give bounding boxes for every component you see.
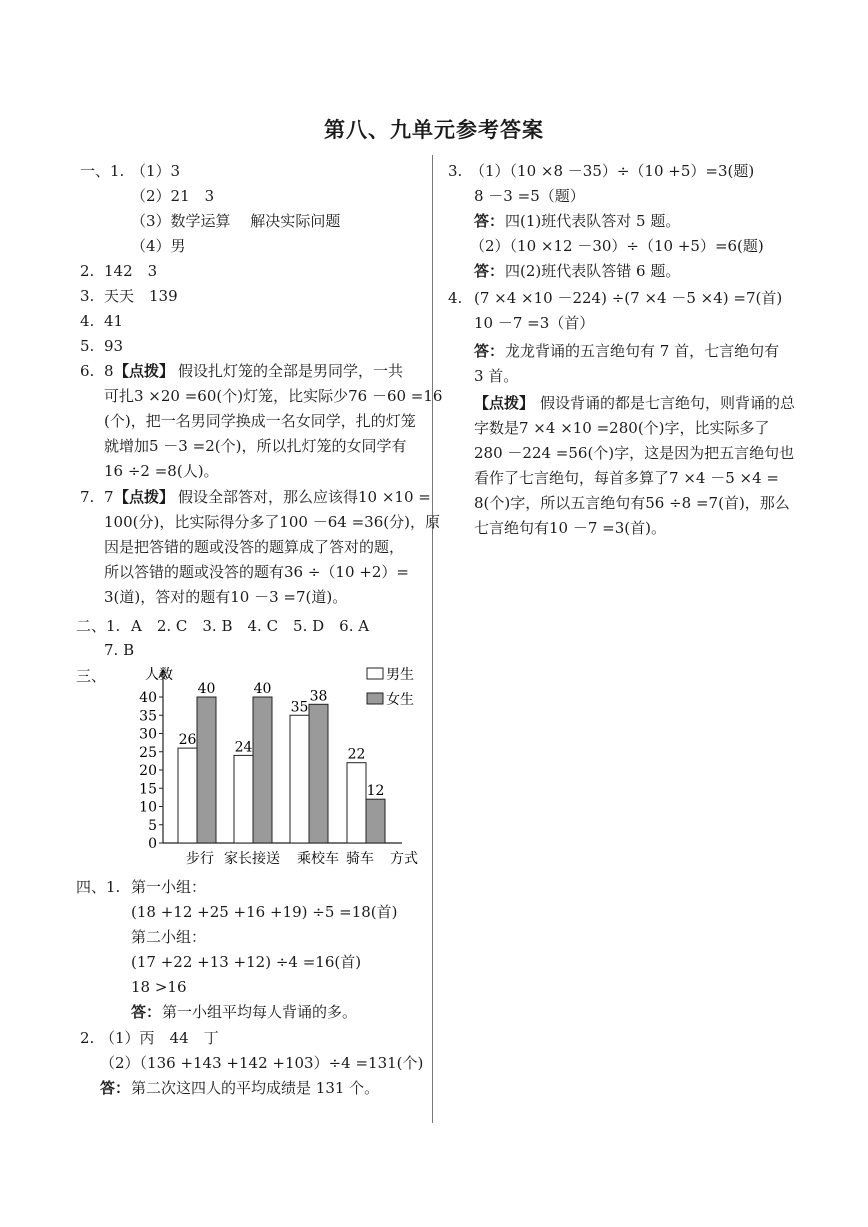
q7-line-5: 3(道)，答对的题有10 －3 =7(道)。 [104, 588, 348, 606]
q4-answer: 41 [104, 312, 124, 330]
q5-answer: 93 [104, 337, 124, 355]
s4-answer-label: 答： [131, 1003, 162, 1021]
r-q3-number: 3. [448, 162, 463, 180]
q6-number: 6. [80, 362, 95, 380]
r-q3-line-2: 8 －3 =5（题） [474, 187, 585, 205]
section-3-head: 三、 [76, 667, 107, 685]
r-hint-line-6: 七言绝句有10 －7 =3(首)。 [474, 519, 666, 537]
y-tick-label: 40 [139, 690, 157, 706]
q6-line-1: 假设扎灯笼的全部是男同学，一共 [178, 362, 404, 380]
r-hint-line-2: 字数是7 ×4 ×10 =280(个)字，比实际多了 [474, 419, 770, 437]
q1-3: （3）数学运算 解决实际问题 [131, 212, 341, 230]
legend-swatch [367, 693, 383, 704]
q6-line-4: 就增加5 －3 =2(个)，所以扎灯笼的女同学有 [104, 437, 407, 455]
q4-number: 4. [80, 312, 95, 330]
r-hint-line-4: 看作了七言绝句，每首多算了7 ×4 －5 ×4 = [474, 469, 779, 487]
q6-answer: 8 [104, 362, 114, 380]
r-q4-number: 4. [448, 289, 463, 307]
q1-1: （1）3 [131, 162, 181, 180]
r-q4-line-1: (7 ×4 ×10 －224) ÷(7 ×4 －5 ×4) =7(首) [474, 289, 783, 307]
section-2-head: 二、1. [76, 617, 121, 635]
bar-male [347, 763, 366, 843]
q6-line-2: 可扎3 ×20 =60(个)灯笼，比实际少76 －60 =16 [104, 387, 443, 405]
y-tick-label: 35 [139, 708, 157, 725]
y-tick-label: 15 [139, 781, 157, 798]
data-label: 24 [234, 739, 253, 756]
q7-line-3: 因是把答错的题或没答的题算成了答对的题， [104, 538, 405, 556]
q3-number: 3. [80, 287, 95, 305]
column-divider [432, 155, 433, 1123]
q6-line-5: 16 ÷2 =8(人)。 [104, 462, 219, 480]
bar-female [253, 697, 272, 843]
s4-line-2: (18 +12 +25 +16 +19) ÷5 =18(首) [131, 903, 398, 921]
section-2-row-1: A 2. C 3. B 4. C 5. D 6. A [131, 617, 370, 635]
data-label: 12 [366, 783, 385, 800]
y-tick-label: 10 [139, 799, 157, 816]
bar-female [309, 704, 328, 843]
q7-answer: 7 [104, 488, 114, 506]
bar-male [178, 748, 197, 843]
bar-male [234, 755, 253, 843]
bar-male [290, 715, 309, 843]
r-hint-line-1: 假设背诵的都是七言绝句，则背诵的总 [540, 394, 796, 412]
q7-line-4: 所以答错的题或没答的题有36 ÷（10 +2）= [104, 563, 409, 581]
x-tick-label: 骑车 [346, 851, 374, 867]
q6-hint-tag: 【点拨】 [114, 362, 175, 380]
section-2-row-2: 7. B [104, 641, 135, 659]
q1-2: （2）21 3 [131, 187, 215, 205]
y-tick-label: 5 [148, 817, 157, 834]
r-hint-line-3: 280 －224 =56(个)字，这是因为把五言绝句也 [474, 444, 795, 462]
y-tick-label: 0 [148, 836, 157, 852]
s4-q2-part-2: （2）（136 +143 +142 +103）÷4 =131(个) [100, 1054, 424, 1072]
y-axis-label: 人数 [145, 667, 173, 683]
legend-label: 男生 [386, 667, 414, 683]
r-q3-answer-1: 四(1)班代表队答对 5 题。 [505, 212, 681, 230]
q1-4: （4）男 [131, 237, 186, 255]
r-q3-answer-2-label: 答： [474, 262, 505, 280]
s4-q2-answer-label: 答： [100, 1079, 131, 1097]
q2-answer: 142 3 [104, 262, 158, 280]
data-label: 40 [197, 681, 216, 697]
r-q4-answer: 龙龙背诵的五言绝句有 7 首，七言绝句有 [505, 342, 780, 360]
s4-q2-part-1: （1）丙 44 丁 [100, 1029, 219, 1047]
y-tick-label: 20 [139, 763, 157, 779]
r-q3-line-3: （2）（10 ×12 －30）÷（10 +5）=6(题) [470, 237, 764, 255]
s4-line-3: 第二小组： [131, 928, 207, 946]
r-q4-answer-2: 3 首。 [474, 367, 519, 385]
section-1-head: 一、1. [80, 162, 125, 180]
legend-swatch [367, 668, 383, 679]
data-label: 38 [309, 688, 328, 705]
x-axis-label: 方式 [390, 851, 418, 867]
legend-label: 女生 [386, 692, 414, 708]
q2-number: 2. [80, 262, 95, 280]
r-q3-answer-2: 四(2)班代表队答错 6 题。 [505, 262, 681, 280]
r-q4-line-2: 10 －7 =3（首） [474, 314, 595, 332]
data-label: 22 [347, 746, 366, 763]
s4-line-1: 第一小组： [131, 878, 207, 896]
s4-q2-answer: 第二次这四人的平均成绩是 131 个。 [131, 1079, 380, 1097]
r-q3-answer-1-label: 答： [474, 212, 505, 230]
x-tick-label: 步行 [186, 851, 214, 867]
section-4-head: 四、1. [76, 878, 121, 896]
q7-hint-tag: 【点拨】 [114, 488, 175, 506]
s4-line-5: 18 >16 [131, 978, 187, 996]
r-hint-line-5: 8(个)字，所以五言绝句有56 ÷8 =7(首)，那么 [474, 494, 790, 512]
s4-line-4: (17 +22 +13 +12) ÷4 =16(首) [131, 953, 362, 971]
q7-line-1: 假设全部答对，那么应该得10 ×10 = [178, 488, 431, 506]
x-tick-label: 家长接送 [224, 851, 280, 867]
bar-chart [120, 660, 500, 870]
y-tick-label: 30 [139, 726, 157, 743]
q7-line-2: 100(分)，比实际得分多了100 －64 =36(分)，原 [104, 513, 440, 531]
q3-answer: 天天 139 [104, 287, 178, 305]
bar-female [197, 697, 216, 843]
x-tick-label: 乘校车 [297, 851, 339, 867]
s4-q2-number: 2. [80, 1029, 95, 1047]
r-q4-answer-label: 答： [474, 342, 505, 360]
s4-answer: 第一小组平均每人背诵的多。 [162, 1003, 358, 1021]
data-label: 35 [290, 699, 309, 716]
q6-line-3: (个)，把一名男同学换成一名女同学，扎的灯笼 [104, 412, 416, 430]
q5-number: 5. [80, 337, 95, 355]
page-title: 第八、九单元参考答案 [324, 118, 544, 142]
data-label: 40 [253, 681, 272, 697]
r-hint-tag: 【点拨】 [474, 394, 535, 412]
r-q3-line-1: （1）（10 ×8 －35）÷（10 +5）=3(题) [470, 162, 755, 180]
bar-female [366, 799, 385, 843]
data-label: 26 [178, 732, 197, 749]
q7-number: 7. [80, 488, 95, 506]
y-tick-label: 25 [139, 744, 157, 761]
